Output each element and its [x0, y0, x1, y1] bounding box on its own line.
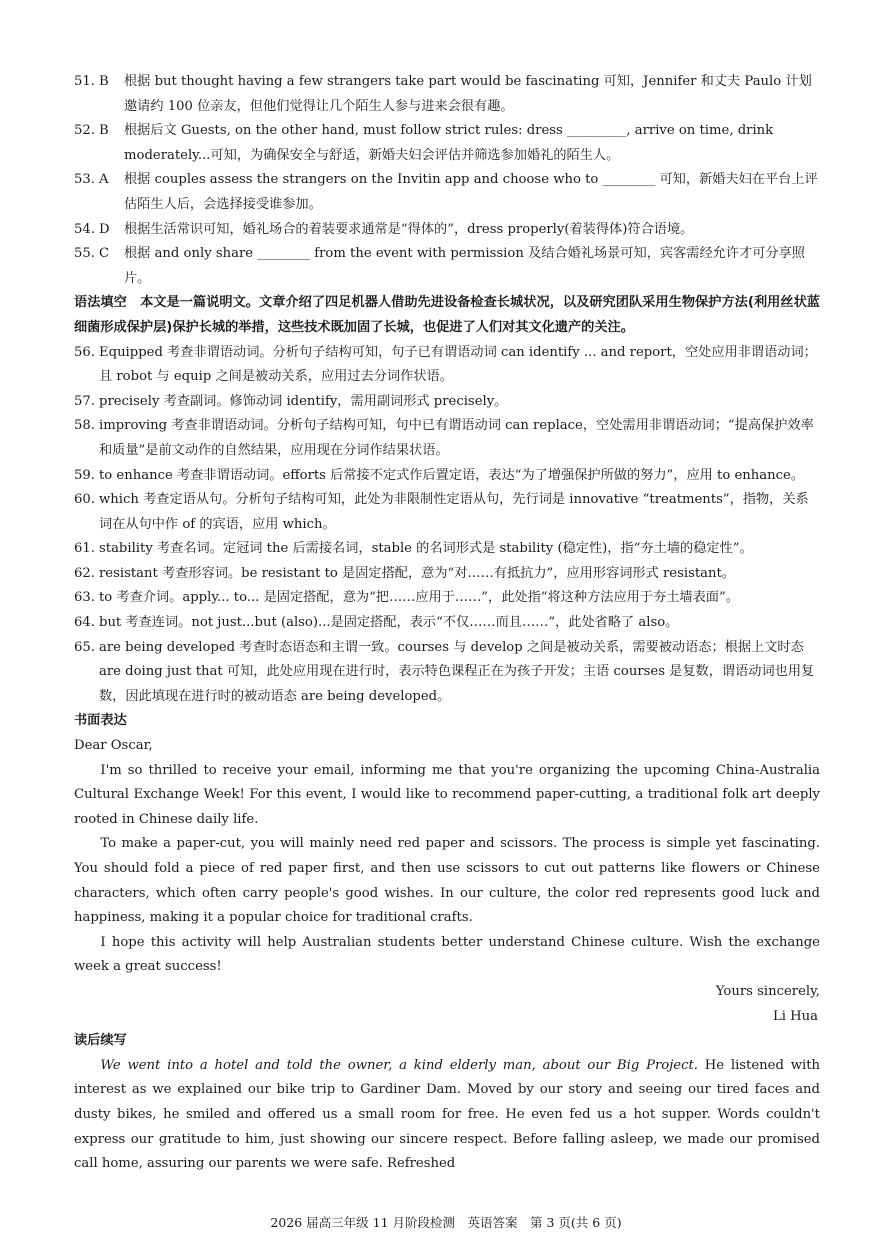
- item-number: 60.: [74, 492, 95, 508]
- answer-item-52: [74, 119, 820, 168]
- answer-item-63: [74, 586, 820, 611]
- answer-item-65: [74, 636, 820, 710]
- item-number: 63.: [74, 590, 95, 606]
- item-key: B: [99, 74, 109, 89]
- item-number: 62.: [74, 565, 95, 581]
- answer-item-59: [74, 464, 820, 489]
- answer-item-57: [74, 390, 820, 415]
- item-explanation: which 考查定语从句。分析句子结构可知，此处为非限制性定语从句，先行词是 innovative “treatments”，指物，关系词在从句中作 of 的宾语，应用 which。: [99, 492, 809, 532]
- letter-paragraph: I hope this activity will help Australian students better understand Chinese culture. Wish the exchange week a great success!: [74, 934, 820, 975]
- answer-item-62: [74, 562, 820, 587]
- answer-item-56: [74, 341, 820, 390]
- item-explanation: precisely 考查副词。修饰动词 identify，需用副词形式 precisely。: [99, 393, 508, 409]
- item-number: 54.: [74, 221, 95, 237]
- item-number: 52.: [74, 123, 95, 139]
- item-explanation: but 考查连词。not just...but (also)...是固定搭配，表示“不仅……而且……”，此处省略了 also。: [99, 615, 679, 631]
- letter-paragraph: To make a paper-cut, you will mainly need red paper and scissors. The process is simple yet fascinating. You should fold a piece of red paper first, and then use scissors to cut out patterns like flowers or Chinese characters, which often carry people's good wishes. In our culture, the color red represents good luck and happiness, making it a popular choice for traditional crafts.: [74, 836, 820, 926]
- item-number: 57.: [74, 393, 95, 409]
- item-explanation: 根据 couples assess the strangers on the Invitin app and choose who to ________ 可知，新婚夫妇在平台上评估陌生人后，会选择接受谁参加。: [124, 172, 818, 212]
- item-explanation: are being developed 考查时态语态和主谓一致。courses 与 develop 之间是被动关系，需要被动语态；根据上文时态 are doing just that 可知，此处应用现在进行时，表示特色课程正在为孩子开发；主语 courses 是复数，谓语动词也用复数，因此填现在进行时的被动语态 are being developed。: [99, 639, 815, 704]
- writing-section-header: 书面表达: [74, 713, 127, 729]
- item-key: A: [99, 172, 109, 188]
- item-explanation: stability 考查名词。定冠词 the 后需接名词，stable 的名词形式是 stability (稳定性)，指“夯土墙的稳定性”。: [99, 541, 753, 557]
- item-key: B: [99, 123, 109, 139]
- item-explanation: resistant 考查形容词。be resistant to 是固定搭配，意为“对……有抵抗力”，应用形容词形式 resistant。: [99, 565, 735, 581]
- item-number: 56.: [74, 344, 95, 360]
- item-number: 64.: [74, 615, 95, 631]
- item-number: 58.: [74, 418, 95, 434]
- letter-signature: Li Hua: [772, 1008, 818, 1024]
- item-number: 55.: [74, 246, 95, 262]
- item-explanation: to 考查介词。apply... to... 是固定搭配，意为“把……应用于……”，此处指“将这种方法应用于夯土墙表面”。: [99, 590, 739, 606]
- item-number: 61.: [74, 541, 95, 557]
- continuation-opening: We went into a hotel and told the owner, a kind elderly man, about our Big Project.: [100, 1057, 698, 1073]
- item-explanation: 根据 but thought having a few strangers take part would be fascinating 可知，Jennifer 和丈夫 Paulo 计划邀请约 100 位亲友，但他们觉得让几个陌生人参与进来会很有趣。: [124, 74, 812, 114]
- item-number: 65.: [74, 639, 95, 655]
- writing-letter: [74, 734, 820, 1029]
- answer-page: [74, 70, 820, 1177]
- answer-item-55: [74, 242, 820, 291]
- continuation-paragraph: [74, 1054, 820, 1177]
- item-number: 53.: [74, 172, 95, 188]
- item-explanation: improving 考查非谓语动词。分析句子结构可知，句中已有谓语动词 can replace，空处需用非谓语动词；“提高保护效率和质量”是前文动作的自然结果，应用现在分词作结果状语。: [99, 418, 814, 458]
- cloze-answers: [74, 70, 820, 291]
- continuation-section-header: 读后续写: [74, 1033, 127, 1049]
- answer-item-54: [74, 218, 820, 243]
- letter-salutation: Dear Oscar,: [74, 738, 153, 754]
- answer-item-58: [74, 414, 820, 463]
- page-footer: 2026 届高三年级 11 月阶段检测 英语答案 第 3 页(共 6 页): [270, 1215, 622, 1230]
- item-key: C: [99, 246, 110, 262]
- letter-closing: Yours sincerely,: [715, 983, 820, 999]
- answer-item-53: [74, 168, 820, 217]
- item-number: 59.: [74, 467, 95, 483]
- item-explanation: 根据后文 Guests, on the other hand, must follow strict rules: dress _________, arrive on time, drink moderately...可知，为确保安全与舒适，新婚夫妇会评估并筛选参加婚礼的陌生人。: [124, 123, 774, 163]
- answer-item-61: [74, 537, 820, 562]
- continuation-text: He listened with interest as we explained our bike trip to Gardiner Dam. Moved by our story and seeing our tired faces and dusty bikes, he smiled and offered us a small room for free. He even fed us a hot supper. Words couldn't express our gratitude to him, just showing our sincere respect. Before falling asleep, we made our promised call home, assuring our parents we were safe. Refreshed: [74, 1057, 820, 1172]
- item-key: D: [99, 221, 110, 237]
- grammar-answers: [74, 341, 820, 710]
- answer-item-51: [74, 70, 820, 119]
- item-explanation: Equipped 考查非谓语动词。分析句子结构可知，句子已有谓语动词 can identify ... and report，空处应用非谓语动词；且 robot 与 equip 之间是被动关系，应用过去分词作状语。: [99, 344, 817, 385]
- answer-item-64: [74, 611, 820, 636]
- answer-item-60: [74, 488, 820, 537]
- letter-paragraph: I'm so thrilled to receive your email, informing me that you're organizing the upcoming China-Australia Cultural Exchange Week! For this event, I would like to recommend paper-cutting, a traditional folk art deeply rooted in Chinese daily life.: [74, 762, 820, 827]
- item-explanation: 根据生活常识可知，婚礼场合的着装要求通常是“得体的”，dress properly(着装得体)符合语境。: [124, 221, 694, 237]
- item-number: 51.: [74, 74, 95, 89]
- grammar-section-header: 语法填空 本文是一篇说明文。文章介绍了四足机器人借助先进设备检查长城状况，以及研究团队采用生物保护方法(利用丝状蓝细菌形成保护层)保护长城的举措，这些技术既加固了长城，也促进了人们对其文化遗产的关注。: [74, 295, 820, 335]
- item-explanation: to enhance 考查非谓语动词。efforts 后常接不定式作后置定语，表达“为了增强保护所做的努力”，应用 to enhance。: [99, 467, 805, 483]
- item-explanation: 根据 and only share ________ from the event with permission 及结合婚礼场景可知，宾客需经允许才可分享照片。: [124, 246, 805, 286]
